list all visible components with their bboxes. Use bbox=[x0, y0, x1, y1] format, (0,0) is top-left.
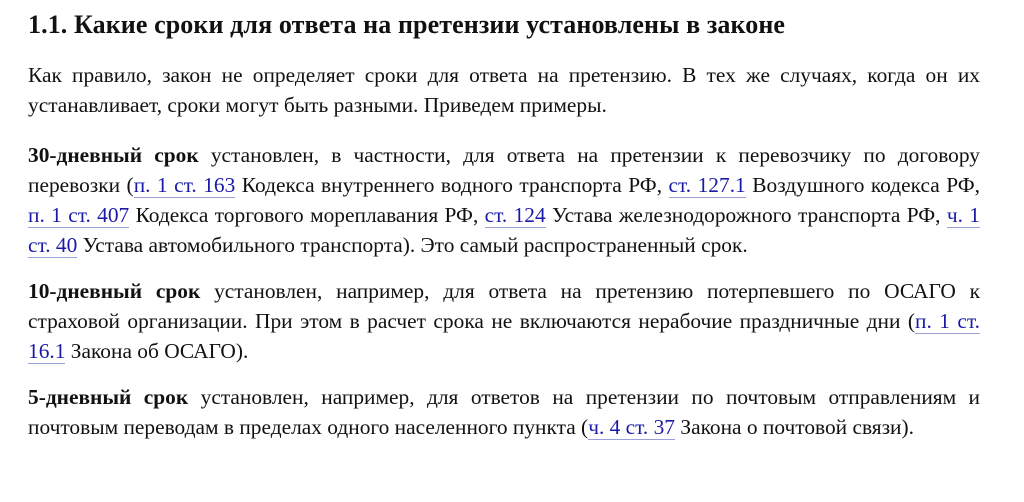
term-30-day-paragraph bbox=[28, 140, 980, 260]
text-segment: Кодекса внутреннего водного транспорта РФ, bbox=[235, 173, 669, 197]
link-inland-water-code-163[interactable]: п. 1 ст. 163 bbox=[133, 173, 236, 197]
text-segment: Устава железнодорожного транспорта РФ, bbox=[545, 203, 947, 227]
term-30-day-heading: 30-дневный срок bbox=[28, 143, 199, 167]
term-5-day-paragraph bbox=[28, 382, 980, 442]
term-5-day-heading: 5-дневный срок bbox=[28, 385, 189, 409]
text-segment: Воздушного кодекса РФ, bbox=[745, 173, 981, 197]
intro-paragraph: Как правило, закон не определяет сроки для ответа на претензию. В тех же случаях, когда он их устанавливает, сроки могут быть разными. Приведем примеры. bbox=[28, 63, 980, 117]
link-railway-charter-124[interactable]: ст. 124 bbox=[484, 203, 546, 227]
text-segment: Устава автомобильного транспорта). Это самый распространенный срок. bbox=[77, 233, 748, 257]
document-page bbox=[28, 0, 980, 442]
section-title: 1.1. Какие сроки для ответа на претензии установлены в законе bbox=[28, 10, 786, 39]
link-postal-law-37[interactable]: ч. 4 ст. 37 bbox=[588, 415, 676, 439]
text-segment: Закона об ОСАГО). bbox=[65, 339, 249, 363]
link-osago-law-16-1[interactable]: п. 1 ст. 16.1 bbox=[28, 309, 980, 363]
text-segment: установлен, например, для ответа на претензию потерпевшего по ОСАГО к страховой организации. При этом в расчет срока не включаются нерабочие праздничные дни ( bbox=[28, 279, 980, 333]
link-air-code-127-1[interactable]: ст. 127.1 bbox=[668, 173, 746, 197]
link-merchant-shipping-code-407[interactable]: п. 1 ст. 407 bbox=[28, 203, 130, 227]
text-segment: Закона о почтовой связи). bbox=[675, 415, 914, 439]
term-10-day-paragraph bbox=[28, 276, 980, 366]
text-segment: установлен, в частности, для ответа на претензии к перевозчику по договору перевозки ( bbox=[28, 143, 980, 197]
text-segment: установлен, например, для ответов на претензии по почтовым отправлениям и почтовым переводам в пределах одного населенного пункта ( bbox=[28, 385, 981, 439]
text-segment: Кодекса торгового мореплавания РФ, bbox=[129, 203, 485, 227]
term-10-day-heading: 10-дневный срок bbox=[28, 279, 201, 303]
link-road-transport-charter-40[interactable]: ч. 1 ст. 40 bbox=[28, 203, 981, 257]
